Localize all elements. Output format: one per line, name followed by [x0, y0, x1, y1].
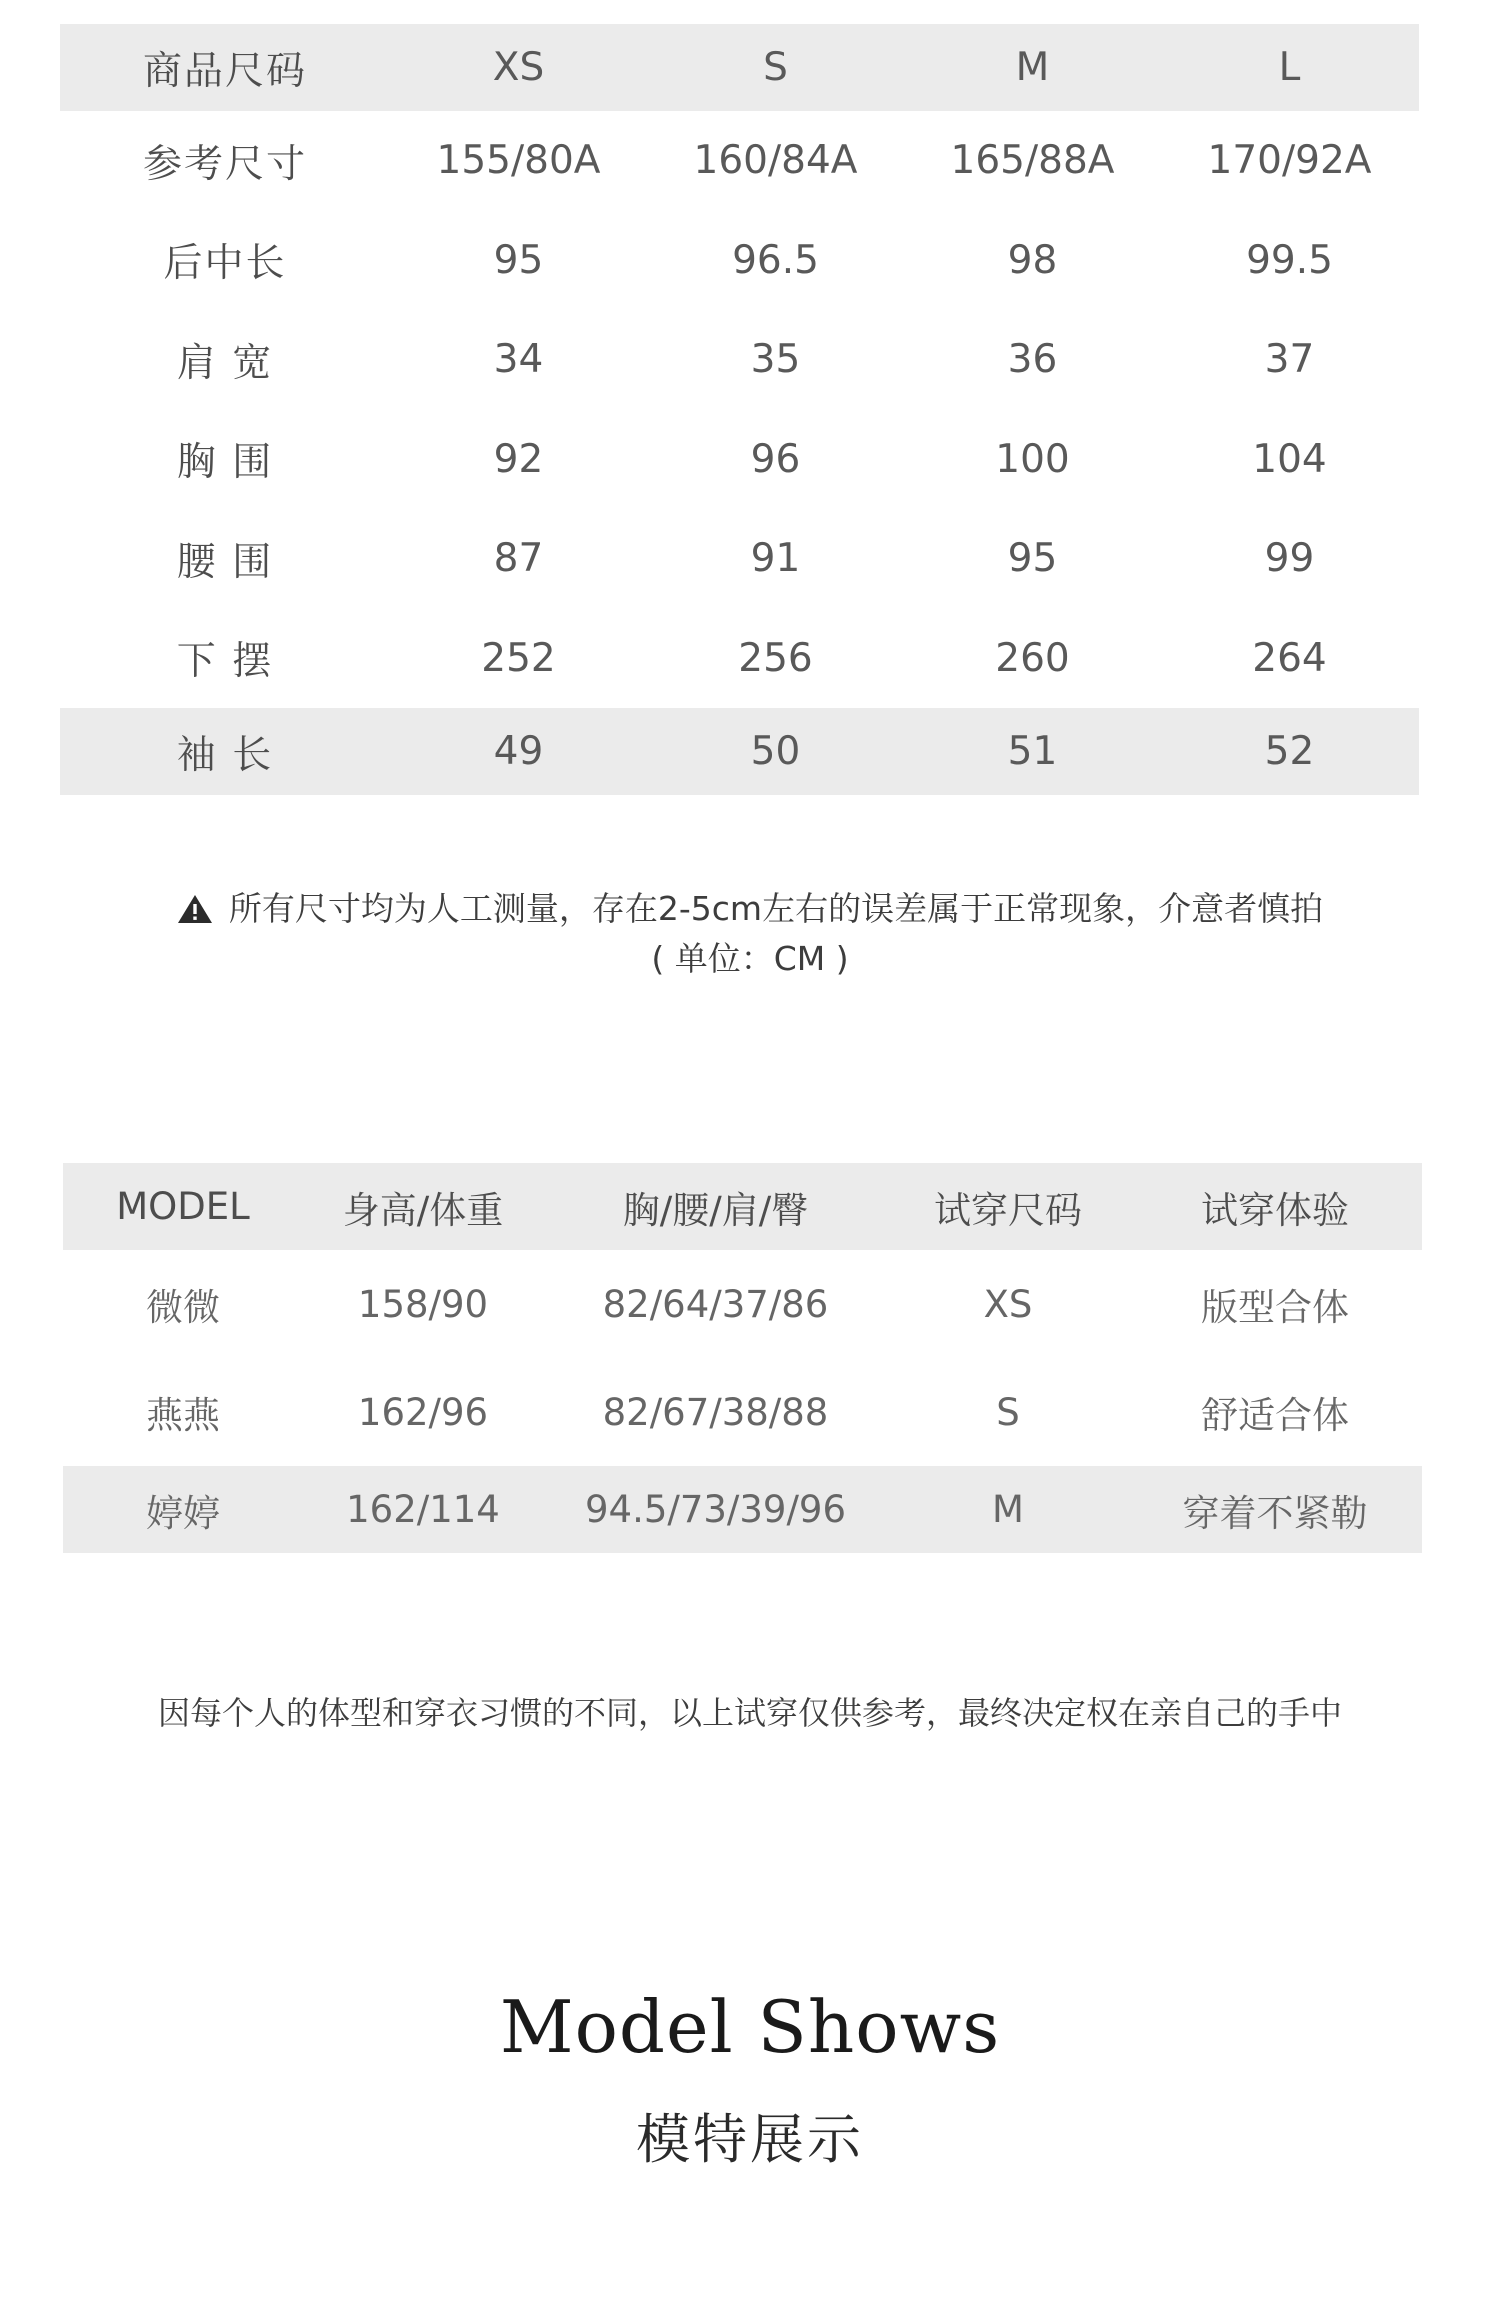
- size-table-header: [60, 24, 1419, 111]
- notice-line-1: [0, 884, 1500, 934]
- model-cell-name: 微微: [146, 1286, 220, 1329]
- size-cell: 99.5: [1246, 237, 1333, 283]
- size-cell: 34: [493, 337, 544, 383]
- size-row-sleeve: [60, 708, 1419, 795]
- size-cell: 50: [750, 729, 801, 774]
- model-cell-experience: 穿着不紧勒: [1182, 1491, 1368, 1535]
- size-row-label: 下 摆: [176, 639, 274, 685]
- size-row-label: 腰 围: [176, 539, 274, 585]
- model-row: [63, 1358, 1422, 1466]
- size-cell: 260: [995, 635, 1070, 681]
- size-header-xs: XS: [492, 45, 545, 90]
- size-cell: 165/88A: [950, 138, 1115, 184]
- size-cell: 51: [1007, 729, 1058, 774]
- model-cell-measurements: 82/67/38/88: [602, 1390, 829, 1434]
- model-cell-measurements: 94.5/73/39/96: [584, 1488, 847, 1531]
- notice-unit: ( 单位：CM ): [651, 939, 849, 978]
- model-cell-measurements: 82/64/37/86: [602, 1282, 829, 1326]
- size-cell: 256: [738, 635, 813, 681]
- size-cell: 37: [1264, 337, 1315, 383]
- model-cell-experience: 版型合体: [1201, 1286, 1349, 1329]
- fit-disclaimer: 因每个人的体型和穿衣习惯的不同，以上试穿仅供参考，最终决定权在亲自己的手中: [157, 1694, 1342, 1732]
- size-cell: 252: [481, 635, 556, 681]
- model-cell-name: 婷婷: [146, 1491, 220, 1535]
- model-row: [63, 1466, 1422, 1553]
- model-cell-size: XS: [983, 1282, 1033, 1326]
- model-cell-name: 燕燕: [146, 1394, 220, 1437]
- size-cell: 36: [1007, 337, 1058, 383]
- warning-triangle-icon: [177, 894, 213, 924]
- model-shows-title: Model Shows: [499, 1985, 1001, 2069]
- size-cell: 92: [493, 436, 544, 482]
- size-row-chest: [60, 410, 1419, 510]
- size-cell: 91: [750, 536, 801, 582]
- size-cell: 35: [750, 337, 801, 383]
- size-cell: 95: [493, 237, 544, 283]
- model-header-model: MODEL: [116, 1185, 250, 1228]
- size-header-l: L: [1278, 45, 1301, 90]
- size-cell: 104: [1252, 436, 1327, 482]
- size-row-label: 袖 长: [176, 732, 274, 778]
- size-row-label: 胸 围: [176, 440, 274, 486]
- size-cell: 52: [1264, 729, 1315, 774]
- measurement-notice: [0, 884, 1500, 984]
- model-header-height-weight: 身高/体重: [342, 1188, 504, 1232]
- size-row-shoulder: [60, 310, 1419, 410]
- size-row-waist: [60, 509, 1419, 609]
- notice-text: 所有尺寸均为人工测量，存在2-5cm左右的误差属于正常现象，介意者慎拍: [228, 889, 1324, 928]
- model-header-measurements: 胸/腰/肩/臀: [622, 1188, 809, 1232]
- model-cell-height-weight: 158/90: [357, 1282, 489, 1326]
- size-row-reference: [60, 111, 1419, 211]
- size-cell: 160/84A: [693, 138, 858, 184]
- size-cell: 96.5: [732, 237, 819, 283]
- size-row-label: 肩 宽: [176, 340, 274, 386]
- model-table: [63, 1163, 1422, 1553]
- size-cell: 96: [750, 436, 801, 482]
- size-table: [60, 24, 1419, 795]
- model-table-header: [63, 1163, 1422, 1250]
- size-cell: 100: [995, 436, 1070, 482]
- size-header-m: M: [1015, 45, 1050, 90]
- size-row-back-length: [60, 211, 1419, 311]
- size-cell: 95: [1007, 536, 1058, 582]
- model-cell-size: M: [992, 1488, 1024, 1531]
- size-cell: 264: [1252, 635, 1327, 681]
- size-cell: 155/80A: [436, 138, 601, 184]
- model-cell-size: S: [996, 1390, 1020, 1434]
- model-cell-height-weight: 162/96: [357, 1390, 489, 1434]
- size-row-label: 参考尺寸: [142, 141, 307, 187]
- model-header-experience: 试穿体验: [1201, 1188, 1349, 1232]
- size-row-hem: [60, 609, 1419, 709]
- size-cell: 98: [1007, 237, 1058, 283]
- model-header-size: 试穿尺码: [934, 1188, 1082, 1232]
- size-cell: 99: [1264, 536, 1315, 582]
- size-cell: 49: [493, 729, 544, 774]
- model-cell-experience: 舒适合体: [1201, 1394, 1349, 1437]
- model-shows-subtitle: 模特展示: [636, 2108, 864, 2171]
- size-row-label: 后中长: [163, 241, 287, 287]
- size-header-label: 商品尺码: [142, 48, 307, 94]
- size-cell: 170/92A: [1207, 138, 1372, 184]
- size-cell: 87: [493, 536, 544, 582]
- model-cell-height-weight: 162/114: [346, 1488, 500, 1531]
- model-row: [63, 1250, 1422, 1358]
- size-header-s: S: [763, 45, 788, 90]
